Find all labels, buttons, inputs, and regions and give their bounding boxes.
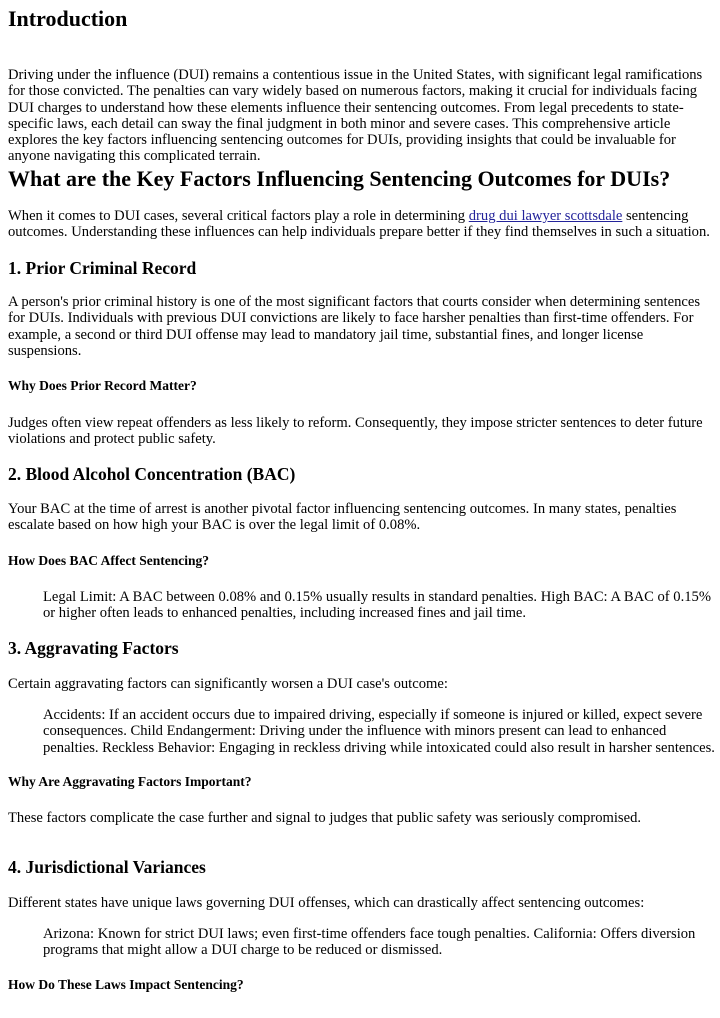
section-4-paragraph: Different states have unique laws governing DUI offenses, which can drastically affect sentencing outcomes: [8,895,645,911]
section-3-sub-paragraph: These factors complicate the case further and signal to judges that public safety was seriously compromised. [8,810,642,826]
section-4-list: Arizona: Known for strict DUI laws; even first-time offenders face tough penalties. California: Offers diversion programs that might allow a DUI charge to be reduced or dismissed. [43,926,696,959]
section-2-heading: 2. Blood Alcohol Concentration (BAC) [8,464,296,484]
section-2-subheading: How Does BAC Affect Sentencing? [8,553,209,568]
section-3-subheading: Why Are Aggravating Factors Important? [8,774,252,789]
section-1-subheading: Why Does Prior Record Matter? [8,378,197,393]
section-3-paragraph: Certain aggravating factors can significantly worsen a DUI case's outcome: [8,676,448,692]
section-1-paragraph: A person's prior criminal history is one of the most significant factors that courts consider when determining sentences for DUIs. Individuals with previous DUI convictions are likely to face harsher penalties than first-time offenders. For example, a second or third DUI offense may lead to mandatory jail time, substantial fines, and longer license suspensions. [8,294,701,359]
intro-paragraph: Driving under the influence (DUI) remains a contentious issue in the United States, with significant legal ramifications for those convicted. The penalties can vary widely based on numerous factors, making it crucial for individuals facing DUI charges to understand how these elements influence their sentencing outcomes. From legal precedents to state-specific laws, each detail can sway the final judgment in both minor and severe cases. This comprehensive article explores the key factors influencing sentencing outcomes for DUIs, providing insights that could be invaluable for anyone navigating this complicated terrain. [8,67,703,165]
drug-dui-lawyer-link[interactable]: drug dui lawyer scottsdale [468,208,623,224]
key-factors-heading: What are the Key Factors Influencing Sentencing Outcomes for DUIs? [8,166,671,191]
section-2-paragraph: Your BAC at the time of arrest is another pivotal factor influencing sentencing outcomes. In many states, penalties escalate based on how high your BAC is over the legal limit of 0.08%. [8,501,677,534]
section-3-heading: 3. Aggravating Factors [8,638,179,658]
paragraph-text: sentencing outcomes. Understanding these influences can help individuals prepare better if they find themselves in such a situation. [8,208,710,241]
paragraph-text: When it comes to DUI cases, several critical factors play a role in determining [8,208,469,224]
section-1-sub-paragraph: Judges often view repeat offenders as less likely to reform. Consequently, they impose stricter sentences to deter future violations and protect public safety. [8,415,703,448]
section-3-list: Accidents: If an accident occurs due to impaired driving, especially if someone is injured or killed, expect severe consequences. Child Endangerment: Driving under the influence with minors present can lead to enhanced penalties. Reckless Behavior: Engaging in reckless driving while intoxicated could also result in harsher sentences. [43,707,715,756]
section-1-heading: 1. Prior Criminal Record [8,258,197,278]
section-2-list: Legal Limit: A BAC between 0.08% and 0.15% usually results in standard penalties. High BAC: A BAC of 0.15% or higher often leads to enhanced penalties, including increased fines and jail time. [43,589,711,622]
intro-heading: Introduction [8,6,128,31]
section-4-heading: 4. Jurisdictional Variances [8,857,206,877]
key-factors-paragraph [8,208,712,241]
section-4-subheading: How Do These Laws Impact Sentencing? [8,977,244,992]
